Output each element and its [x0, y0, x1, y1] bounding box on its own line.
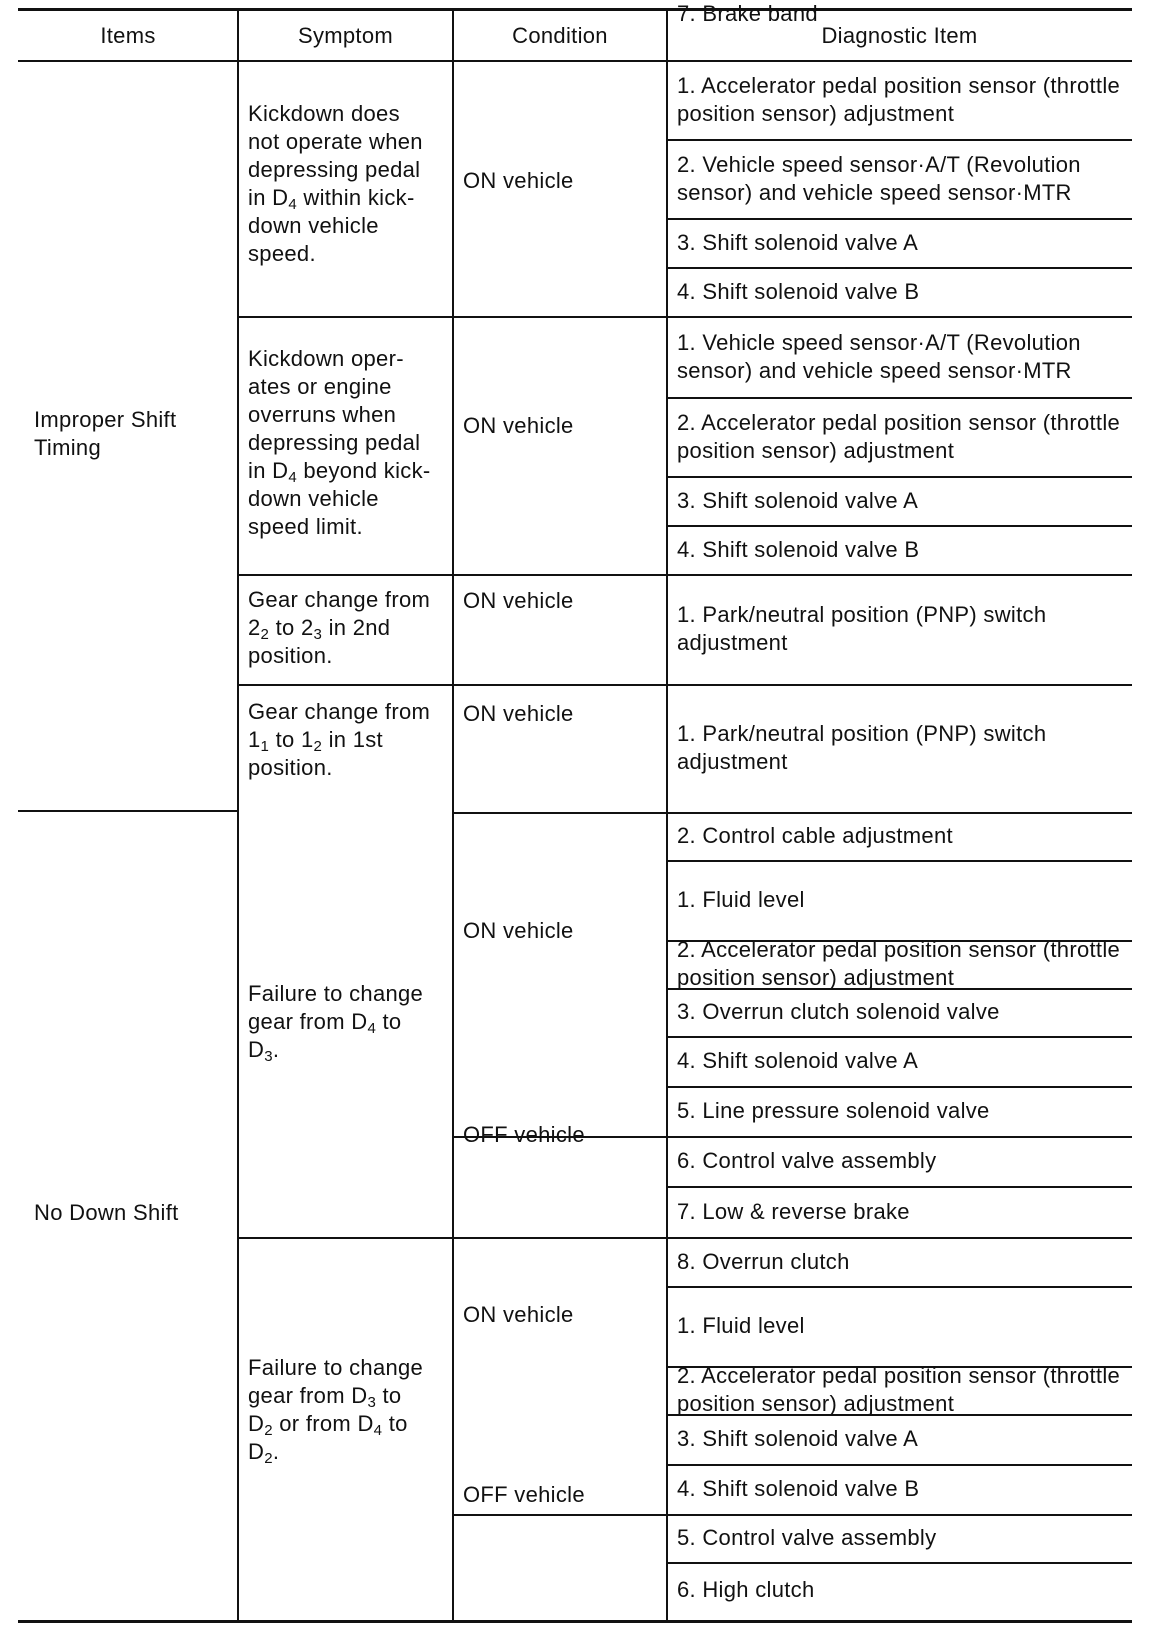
- condition-text: ON vehicle: [463, 413, 574, 438]
- diagnostic-row-divider: [667, 139, 1132, 141]
- header-bottom-border: [18, 60, 1132, 62]
- condition-text: OFF vehicle: [463, 1482, 585, 1507]
- condition-text: ON vehicle: [463, 168, 574, 193]
- diagnostic-item: 1. Fluid level: [677, 887, 805, 912]
- diagnostic-row-divider: [667, 1286, 1132, 1288]
- item-label: No Down Shift: [34, 1200, 179, 1225]
- symptom-divider: [238, 316, 453, 318]
- diagnostic-item: 3. Shift solenoid valve A: [677, 488, 919, 513]
- items-divider: [18, 810, 238, 812]
- diagnostic-row-divider: [667, 860, 1132, 862]
- diagnostic-item: 4. Shift solenoid valve B: [677, 279, 920, 304]
- diagnostic-item: 5. Control valve assembly: [677, 1525, 937, 1550]
- diagnostic-item: 2. Accelerator pedal position sensor (throttle position sensor) adjustment: [677, 937, 1121, 990]
- diagnostic-row-divider: [667, 316, 1132, 318]
- diagnostic-row-divider: [667, 1186, 1132, 1188]
- symptom-text: Gear change from $2_2$ to $2_3$ in 2nd position.: [248, 587, 431, 668]
- diagnostic-row-divider: [667, 1237, 1132, 1239]
- symptom-divider: [238, 574, 453, 576]
- condition-text: ON vehicle: [463, 701, 574, 726]
- diagnostic-item: 1. Vehicle speed sensor·A/T (Revolution sensor) and vehicle speed sensor·MTR: [677, 330, 1081, 383]
- condition-divider: [453, 684, 667, 686]
- header-condition: Condition: [512, 23, 608, 48]
- condition-text: ON vehicle: [463, 588, 574, 613]
- condition-divider: [453, 1514, 667, 1516]
- diagnostic-row-divider: [667, 476, 1132, 478]
- condition-divider: [453, 812, 667, 814]
- diagnostic-row-divider: [667, 1086, 1132, 1088]
- condition-divider: [453, 1237, 667, 1239]
- symptom-text: Kickdown oper- ates or engine overruns when depressing pedal in $D_4$ beyond kick- down vehicle speed limit.: [248, 346, 431, 539]
- symptom-divider: [238, 1237, 453, 1239]
- diagnostic-row-divider: [667, 1036, 1132, 1038]
- diagnostic-item: 2. Accelerator pedal position sensor (throttle position sensor) adjustment: [677, 410, 1121, 463]
- column-divider: [666, 8, 668, 1620]
- diagnostic-item: 3. Shift solenoid valve A: [677, 230, 919, 255]
- diagnostic-item: 2. Accelerator pedal position sensor (throttle position sensor) adjustment: [677, 1363, 1121, 1416]
- diagnostic-item: 4. Shift solenoid valve B: [677, 537, 920, 562]
- diagnostic-item: 6. High clutch: [677, 1577, 815, 1602]
- diagnostic-row-divider: [667, 574, 1132, 576]
- diagnostic-row-divider: [667, 1562, 1132, 1564]
- symptom-text: Gear change from $1_1$ to $1_2$ in 1st position.: [248, 699, 431, 780]
- condition-divider: [453, 316, 667, 318]
- diagnostic-item: 1. Park/neutral position (PNP) switch adjustment: [677, 602, 1047, 655]
- diagnostic-row-divider: [667, 812, 1132, 814]
- condition-text: ON vehicle: [463, 1302, 574, 1327]
- diagnostic-item: 4. Shift solenoid valve B: [677, 1476, 920, 1501]
- item-label: Improper Shift Timing: [34, 407, 177, 460]
- diagnostic-item: 4. Shift solenoid valve A: [677, 1048, 919, 1073]
- diagnostic-row-divider: [667, 684, 1132, 686]
- diagnostic-item: 2. Vehicle speed sensor·A/T (Revolution sensor) and vehicle speed sensor·MTR: [677, 152, 1081, 205]
- condition-text: ON vehicle: [463, 918, 574, 943]
- symptom-text: Failure to change gear from $D_3$ to $D_2$ or from $D_4$ to $D_2$.: [248, 1355, 424, 1467]
- symptom-text: Failure to change gear from $D_4$ to $D_3$.: [248, 981, 424, 1065]
- header-items: Items: [100, 23, 156, 48]
- diagnostic-item: 5. Line pressure solenoid valve: [677, 1098, 990, 1123]
- diagnostic-row-divider: [667, 267, 1132, 269]
- diagnostic-item: 3. Overrun clutch solenoid valve: [677, 999, 1000, 1024]
- condition-text: OFF vehicle: [463, 1122, 585, 1147]
- diagnostic-row-divider: [667, 397, 1132, 399]
- diagnostic-item: 2. Control cable adjustment: [677, 823, 953, 848]
- diagnostic-row-divider: [667, 1136, 1132, 1138]
- condition-divider: [453, 574, 667, 576]
- table-bottom-border: [18, 1620, 1132, 1623]
- column-divider: [452, 8, 454, 1620]
- diagnostic-row-divider: [667, 525, 1132, 527]
- diagnostic-item: 1. Fluid level: [677, 1313, 805, 1338]
- header-diagnostic-item: Diagnostic Item: [821, 23, 978, 48]
- diagnostic-item: 7. Brake band: [677, 1, 818, 26]
- diagnostic-item: 6. Control valve assembly: [677, 1148, 937, 1173]
- diagnostic-item: 3. Shift solenoid valve A: [677, 1426, 919, 1451]
- column-divider: [237, 8, 239, 1620]
- header-symptom: Symptom: [297, 23, 393, 48]
- diagnostic-item: 1. Accelerator pedal position sensor (throttle position sensor) adjustment: [677, 73, 1121, 126]
- diagnostic-item: 7. Low & reverse brake: [677, 1199, 910, 1224]
- diagnostic-item: 8. Overrun clutch: [677, 1249, 850, 1274]
- diagnostic-row-divider: [667, 1464, 1132, 1466]
- diagnostic-item: 1. Park/neutral position (PNP) switch adjustment: [677, 721, 1047, 774]
- symptom-text: Kickdown does not operate when depressing pedal in $D_4$ within kick- down vehicle speed.: [248, 101, 423, 266]
- symptom-divider: [238, 684, 453, 686]
- diagnostic-row-divider: [667, 218, 1132, 220]
- diagnostic-row-divider: [667, 1514, 1132, 1516]
